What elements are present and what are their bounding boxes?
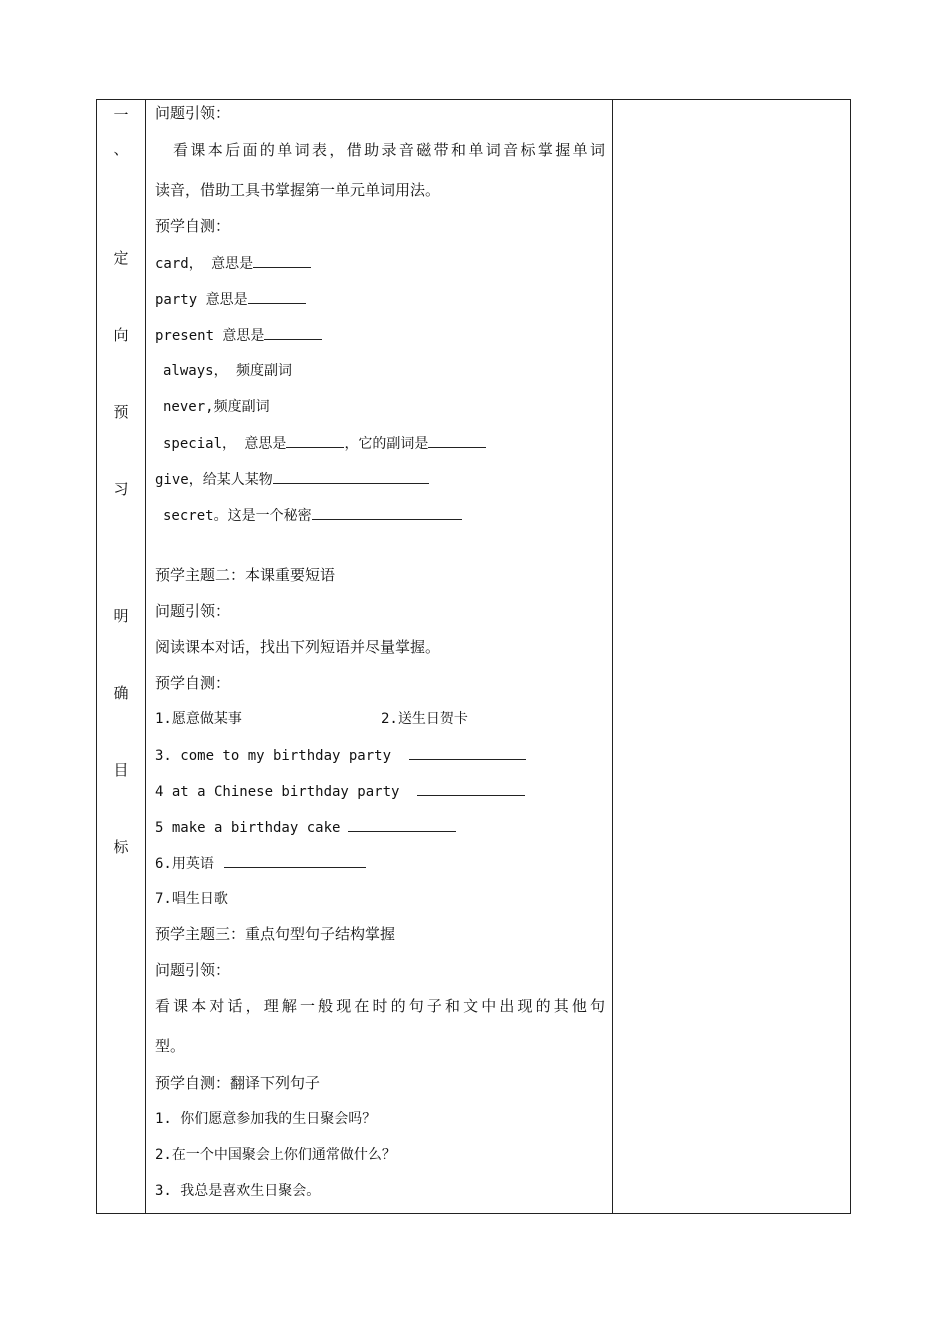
reading-instruction: 阅读课本对话，找出下列短语并尽量掌握。 (155, 638, 441, 656)
phrase-label: 5 make a birthday cake (155, 820, 341, 836)
vocab-label: ，它的副词是 (344, 436, 429, 452)
vocab-label: give，给某人某物 (155, 472, 273, 488)
phrase-label: 3. come to my birthday party (155, 748, 392, 764)
phrase-item-5 (155, 817, 456, 838)
answer-blank[interactable] (348, 817, 456, 832)
answer-blank[interactable] (428, 433, 486, 448)
vocab-secret (163, 505, 462, 526)
answer-blank[interactable] (224, 853, 366, 868)
phrase-item-7: 7.唱生日歌 (155, 891, 228, 907)
answer-blank[interactable] (286, 433, 344, 448)
question-guide-heading: 问题引领： (155, 602, 231, 620)
vocab-card (155, 253, 311, 274)
side-char: 一 (113, 106, 129, 124)
phrase-item-3 (155, 745, 526, 766)
reading-instruction-cont: 型。 (155, 1037, 186, 1055)
side-char: 、 (113, 140, 129, 158)
vocab-label: card， 意思是 (155, 256, 254, 272)
answer-blank[interactable] (248, 289, 306, 304)
answer-blank[interactable] (253, 253, 311, 268)
vocab-never: never,频度副词 (163, 399, 270, 415)
vocab-present (155, 325, 322, 346)
answer-blank[interactable] (312, 505, 462, 520)
phrase-item-6 (155, 853, 366, 874)
self-test-heading: 预学自测： (155, 217, 231, 235)
phrase-item-2: 2.送生日贺卡 (381, 711, 468, 727)
answer-blank[interactable] (264, 325, 322, 340)
vocab-give (155, 469, 429, 490)
question-guide-heading: 问题引领： (155, 961, 231, 979)
question-guide-heading: 问题引领： (155, 104, 231, 122)
phrase-item-4 (155, 781, 525, 802)
topic-two-heading: 预学主题二：本课重要短语 (155, 566, 336, 584)
answer-blank[interactable] (409, 745, 526, 760)
answer-blank[interactable] (417, 781, 525, 796)
reading-instruction: 看课本对话，理解一般现在时的句子和文中出现的其他句 (155, 997, 605, 1015)
side-char: 明 (113, 607, 129, 625)
vocab-label: party 意思是 (155, 292, 248, 308)
side-char: 目 (113, 761, 129, 779)
preview-table (96, 99, 851, 1214)
sentence-item-1: 1. 你们愿意参加我的生日聚会吗？ (155, 1111, 377, 1127)
side-char: 标 (113, 838, 129, 856)
topic-three-heading: 预学主题三：重点句型句子结构掌握 (155, 925, 396, 943)
vocab-label: secret。这是一个秘密 (163, 508, 312, 524)
intro-text-cont: 读音，借助工具书掌握第一单元单词用法。 (155, 181, 441, 199)
intro-text: 看课本后面的单词表，借助录音磁带和单词音标掌握单词 (173, 141, 605, 159)
side-char: 确 (113, 684, 129, 702)
phrase-label: 6.用英语 (155, 856, 214, 872)
column-divider-left (145, 100, 146, 1213)
vocab-party (155, 289, 306, 310)
side-char: 向 (113, 326, 129, 344)
vocab-always: always， 频度副词 (163, 363, 293, 379)
side-char: 定 (113, 249, 129, 267)
side-char: 习 (113, 480, 129, 498)
sentence-item-3: 3. 我总是喜欢生日聚会。 (155, 1183, 321, 1199)
vocab-special (163, 433, 486, 454)
answer-blank[interactable] (273, 469, 429, 484)
side-char: 预 (113, 403, 129, 421)
self-test-heading: 预学自测： (155, 674, 231, 692)
vocab-label: special， 意思是 (163, 436, 287, 452)
phrase-label: 4 at a Chinese birthday party (155, 784, 400, 800)
sentence-item-2: 2.在一个中国聚会上你们通常做什么？ (155, 1147, 396, 1163)
phrase-item-1: 1.愿意做某事 (155, 711, 242, 727)
vocab-label: present 意思是 (155, 328, 265, 344)
self-test-heading: 预学自测：翻译下列句子 (155, 1074, 321, 1092)
column-divider-right (612, 100, 613, 1213)
